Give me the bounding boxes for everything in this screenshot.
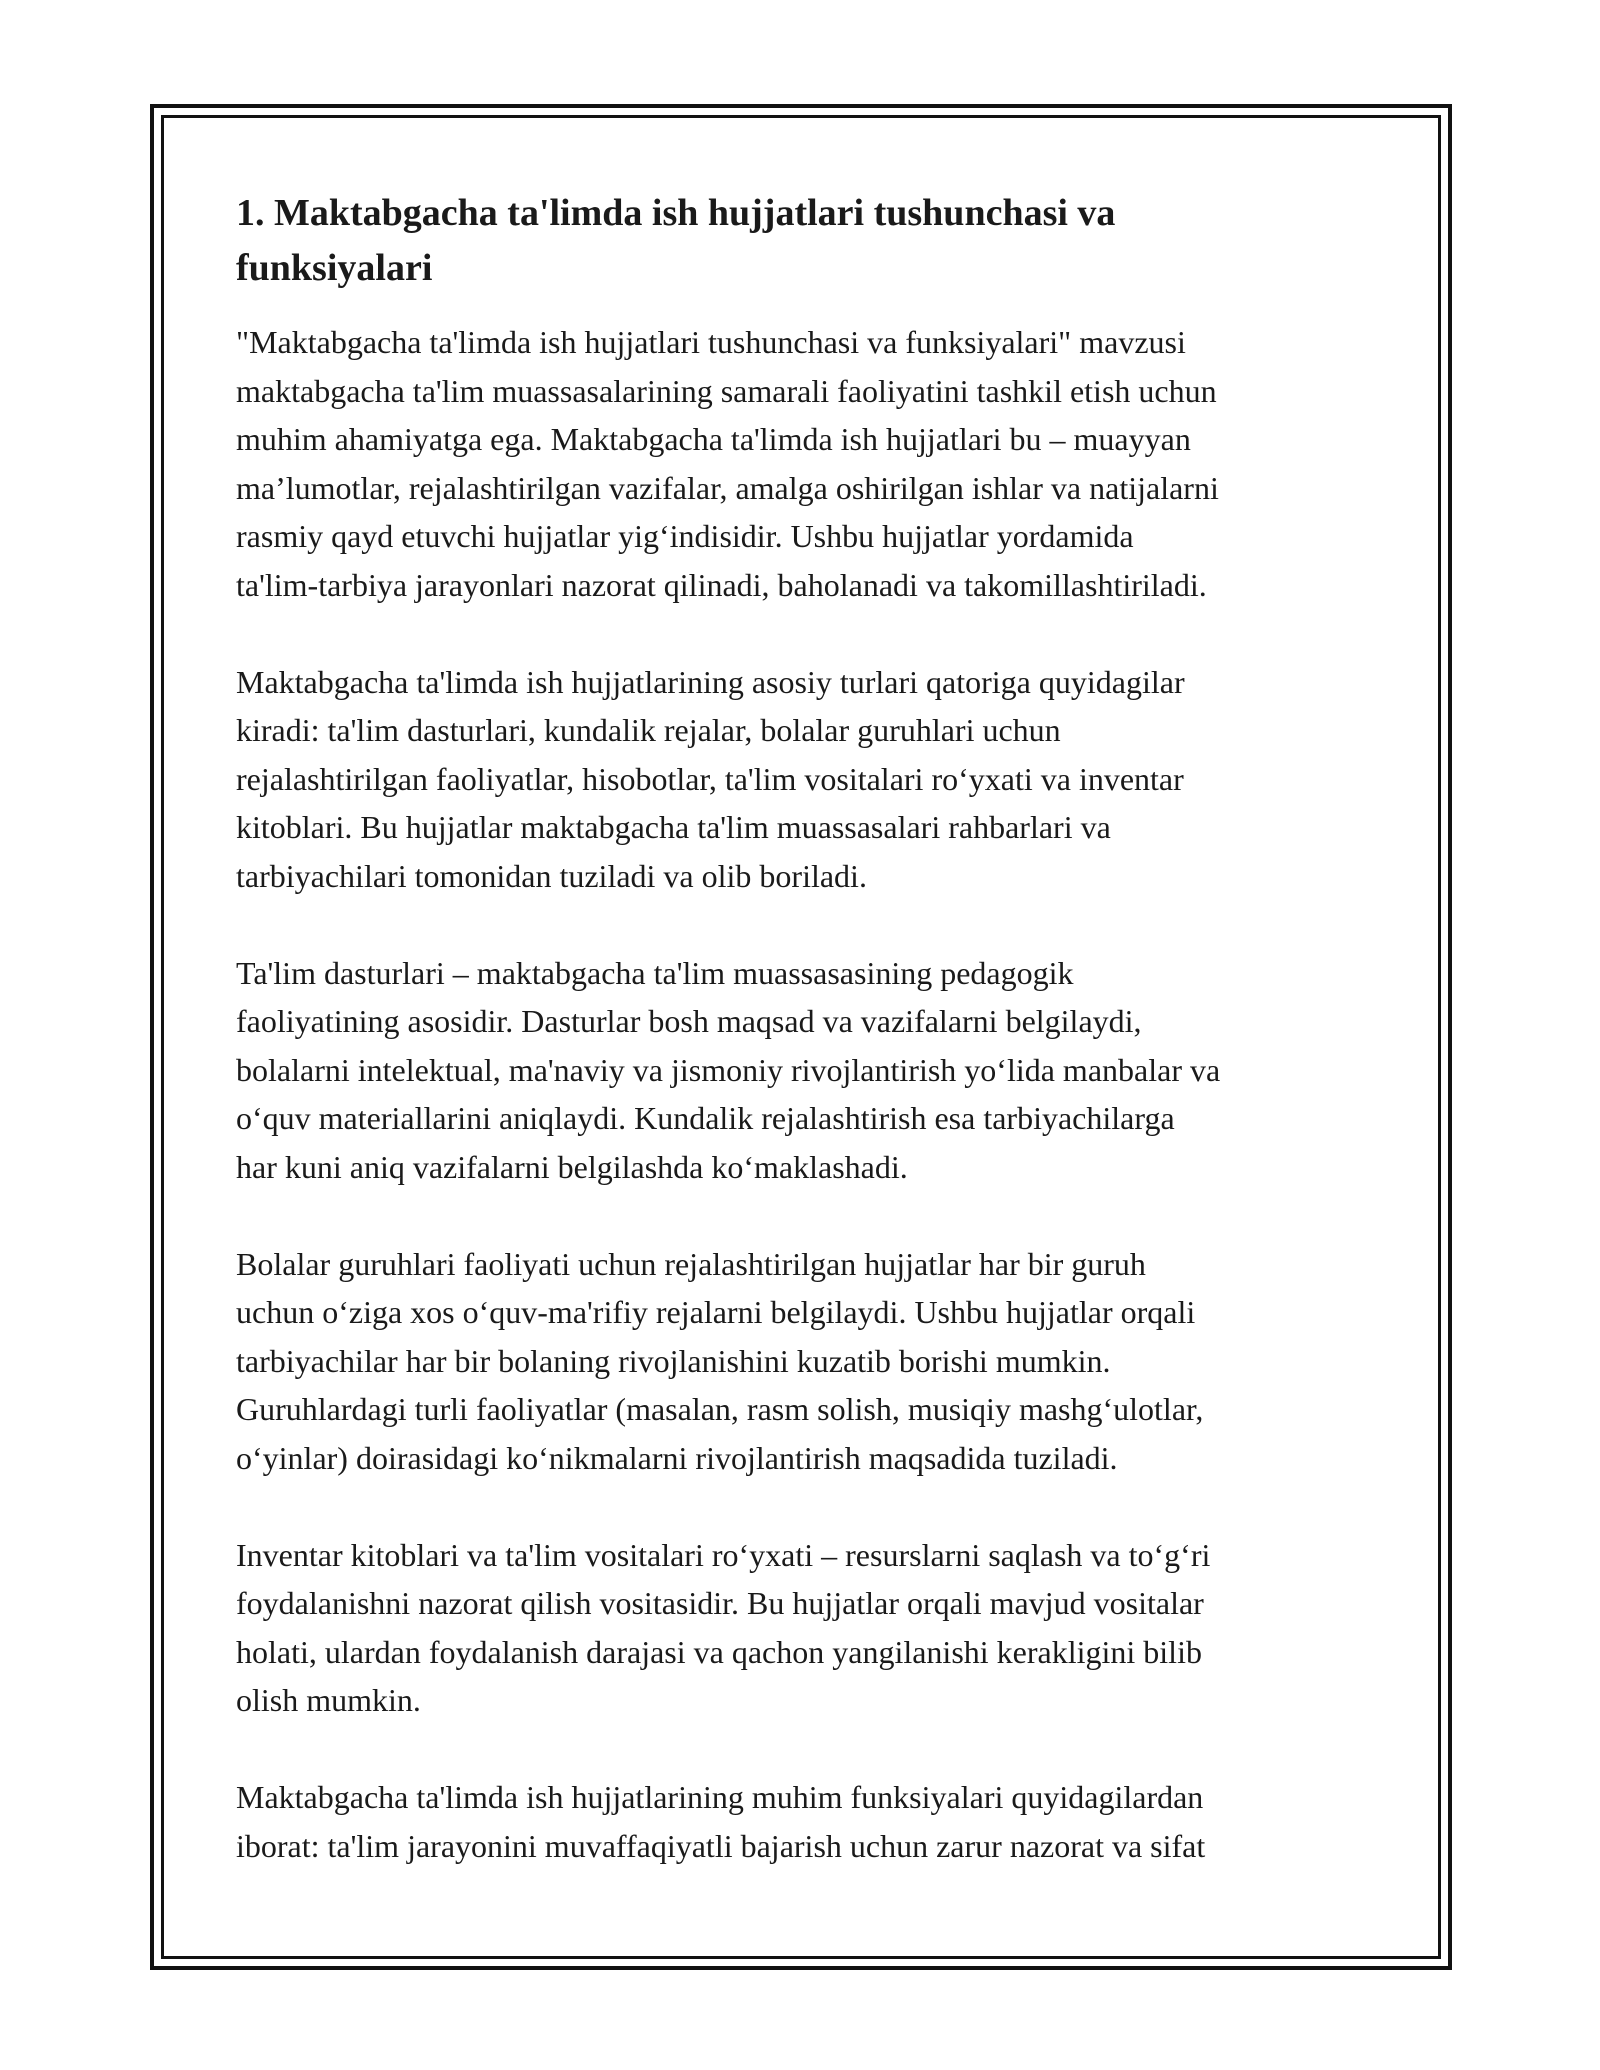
paragraph-education-programs: Ta'lim dasturlari – maktabgacha ta'lim muassasasining pedagogik faoliyatining asosidir. Dasturlar bosh maqsad va vazifalarni belgilaydi, bolalarni intelektual, ma'naviy va jismoniy rivojlantirish yo‘lida manbalar va o‘quv materiallarini aniqlaydi. Kundalik rejalashtirish esa tarbiyachilarga har kuni aniq vazifalarni belgilashda ko‘maklashadi. xyxy=(236,954,1221,1185)
paragraph-functions: Maktabgacha ta'limda ish hujjatlarining muhim funksiyalari quyidagilardan iborat: ta'lim jarayonini muvaffaqiyatli bajarish uchun zarur nazorat va sifat xyxy=(236,1779,1206,1864)
paragraph-document-types: Maktabgacha ta'limda ish hujjatlarining asosiy turlari qatoriga quyidagilar kiradi: ta'lim dasturlari, kundalik rejalar, bolalar guruhlari uchun rejalashtirilgan faoliyatlar, hisobotlar, ta'lim vositalari ro‘yxati va inventar kitoblari. Bu hujjatlar maktabgacha ta'lim muassasalari rahbarlari va tarbiyachilari tomonidan tuziladi va olib boriladi. xyxy=(236,663,1185,894)
paragraph-intro: "Maktabgacha ta'limda ish hujjatlari tushunchasi va funksiyalari" mavzusi maktabgacha ta'lim muassasalarining samarali faoliyatini tashkil etish uchun muhim ahamiyatga ega. Maktabgacha ta'limda ish hujjatlari bu – muayyan ma’lumotlar, rejalashtirilgan vazifalar, amalga oshirilgan ishlar va natijalarni rasmiy qayd etuvchi hujjatlar yig‘indisidir. Ushbu hujjatlar yordamida ta'lim-tarbiya jarayonlari nazorat qilinadi, baholanadi va takomillashtiriladi. xyxy=(236,324,1219,603)
document-body xyxy=(236,186,1386,1919)
paragraph-inventory-books: Inventar kitoblari va ta'lim vositalari ro‘yxati – resurslarni saqlash va to‘g‘ri foydalanishni nazorat qilish vositasidir. Bu hujjatlar orqali mavjud vositalar holati, ulardan foydalanish darajasi va qachon yangilanishi kerakligini bilib olish mumkin. xyxy=(236,1536,1211,1718)
paragraph-group-activities: Bolalar guruhlari faoliyati uchun rejalashtirilgan hujjatlar har bir guruh uchun o‘ziga xos o‘quv-ma'rifiy rejalarni belgilaydi. Ushbu hujjatlar orqali tarbiyachilar har bir bolaning rivojlanishini kuzatib borishi mumkin. Guruhlardagi turli faoliyatlar (masalan, rasm solish, musiqiy mashg‘ulotlar, o‘yinlar) doirasidagi ko‘nikmalarni rivojlantirish maqsadida tuziladi. xyxy=(236,1245,1204,1476)
section-heading: 1. Maktabgacha ta'limda ish hujjatlari tushunchasi va funksiyalari xyxy=(236,192,1116,289)
